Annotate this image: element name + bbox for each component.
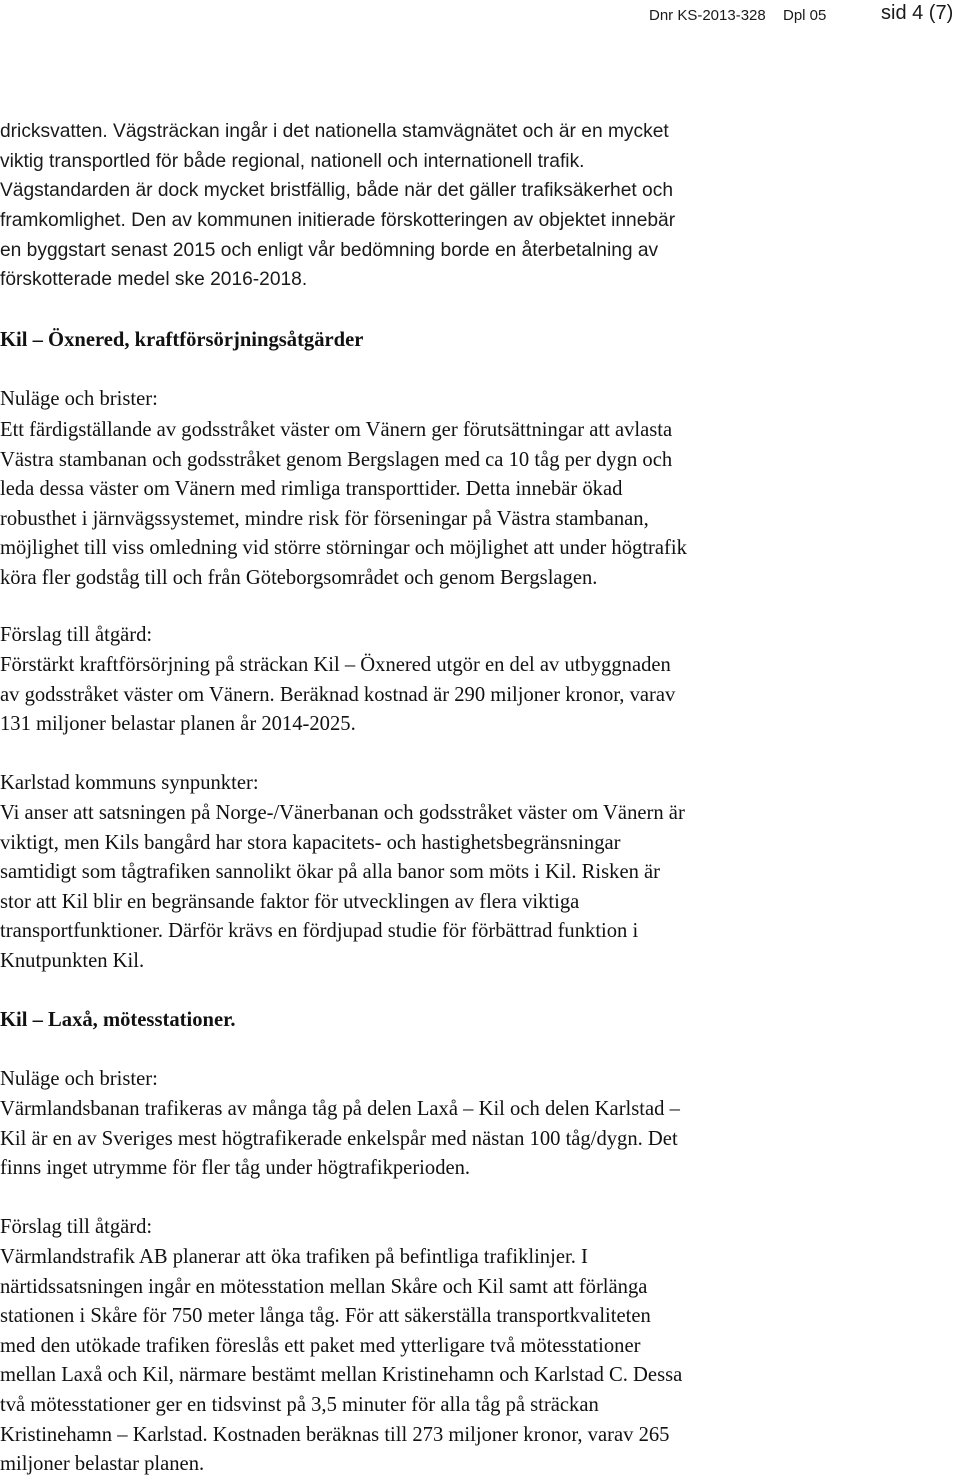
text-line: viktigt, men Kils bangård har stora kapacitets- och hastighetsbegränsningar [0, 831, 621, 854]
text-line: Vägstandarden är dock mycket bristfällig, både när det gäller trafiksäkerhet och [0, 180, 673, 202]
nulage-label: Nuläge och brister: [0, 1068, 158, 1090]
nulage-paragraph [0, 416, 960, 594]
forslag-paragraph [0, 651, 960, 740]
text-line: framkomlighet. Den av kommunen initierade förskotteringen av objektet innebär [0, 210, 676, 231]
text-line: stationen i Skåre för 750 meter långa tåg. För att säkerställa transportkvaliteten [0, 1305, 651, 1328]
text-line: av godsstråket väster om Vänern. Beräknad kostnad är 290 miljoner kronor, varav [0, 683, 676, 706]
text-line: Ett färdigställande av godsstråket väster om Vänern ger förutsättningar att avlasta [0, 419, 673, 441]
synpunkter-paragraph [0, 799, 960, 977]
text-line: köra fler godståg till och från Göteborgsområdet och genom Bergslagen. [0, 566, 598, 589]
nulage-paragraph [0, 1095, 960, 1184]
document-part: Dpl 05 [783, 7, 827, 24]
text-line: 131 miljoner belastar planen år 2014-2025. [0, 713, 356, 736]
text-line: Västra stambanan och godsstråket genom Bergslagen med ca 10 tåg per dygn och [0, 448, 673, 471]
intro-paragraph-part-1 [0, 117, 960, 206]
text-line: samtidigt som tågtrafiken sannolikt ökar på alla banor som möts i Kil. Risken är [0, 861, 661, 884]
forslag-label: Förslag till åtgärd: [0, 624, 153, 646]
text-line: dricksvatten. Vägsträckan ingår i det nationella stamvägnätet och är en mycket [0, 121, 669, 142]
text-line: finns inget utrymme för fler tåg under högtrafikperioden. [0, 1157, 471, 1180]
section-title-kil-oxnered: Kil – Öxnered, kraftförsörjningsåtgärder [0, 329, 364, 351]
text-line: viktig transportled för både regional, nationell och internationell trafik. [0, 150, 585, 172]
page-header [0, 0, 960, 40]
forslag-paragraph [0, 1243, 960, 1480]
text-line: Knutpunkten Kil. [0, 949, 145, 972]
text-line: Kristinehamn – Karlstad. Kostnaden beräknas till 273 miljoner kronor, varav 265 [0, 1423, 670, 1446]
section-title-kil-laxa: Kil – Laxå, mötesstationer. [0, 1009, 236, 1031]
text-line: leda dessa väster om Vänern med rimliga transporttider. Detta innebär ökad [0, 478, 623, 501]
text-line: Värmlandstrafik AB planerar att öka trafiken på befintliga trafiklinjer. I [0, 1246, 588, 1268]
text-line: förskotterade medel ske 2016-2018. [0, 269, 308, 291]
document-number: Dnr KS-2013-328 [649, 7, 766, 24]
text-line: närtidssatsningen ingår en mötesstation mellan Skåre och Kil samt att förlänga [0, 1275, 648, 1298]
text-line: miljoner belastar planen. [0, 1453, 205, 1476]
text-line: robusthet i järnvägssystemet, mindre risk för förseningar på Västra stambanan, [0, 507, 649, 530]
text-line: Värmlandsbanan trafikeras av många tåg på delen Laxå – Kil och delen Karlstad – [0, 1098, 680, 1120]
text-line: stor att Kil blir en begränsande faktor för utvecklingen av flera viktiga [0, 890, 580, 913]
text-line: med den utökade trafiken föreslås ett paket med ytterligare två mötesstationer [0, 1334, 641, 1357]
nulage-label: Nuläge och brister: [0, 388, 158, 410]
text-line: transportfunktioner. Därför krävs en fördjupad studie för förbättrad funktion i [0, 920, 639, 943]
forslag-label: Förslag till åtgärd: [0, 1216, 153, 1238]
text-line: Vi anser att satsningen på Norge-/Vänerbanan och godsstråket väster om Vänern är [0, 802, 685, 824]
text-line: möjlighet till viss omledning vid större störningar och möjlighet att under högtrafik [0, 537, 687, 560]
intro-paragraph-part-2 [0, 206, 960, 295]
text-line: mellan Laxå och Kil, närmare bestämt mellan Kristinehamn och Karlstad C. Dessa [0, 1364, 683, 1387]
text-line: Kil är en av Sveriges mest högtrafikerade enkelspår med nästan 100 tåg/dygn. Det [0, 1127, 678, 1150]
text-line: en byggstart senast 2015 och enligt vår bedömning borde en återbetalning av [0, 239, 659, 261]
page-number: sid 4 (7) [881, 2, 954, 24]
text-line: Förstärkt kraftförsörjning på sträckan Kil – Öxnered utgör en del av utbyggnaden [0, 654, 671, 676]
text-line: två mötesstationer ger en tidsvinst på 3,5 minuter för alla tåg på sträckan [0, 1393, 599, 1416]
synpunkter-label: Karlstad kommuns synpunkter: [0, 772, 259, 794]
